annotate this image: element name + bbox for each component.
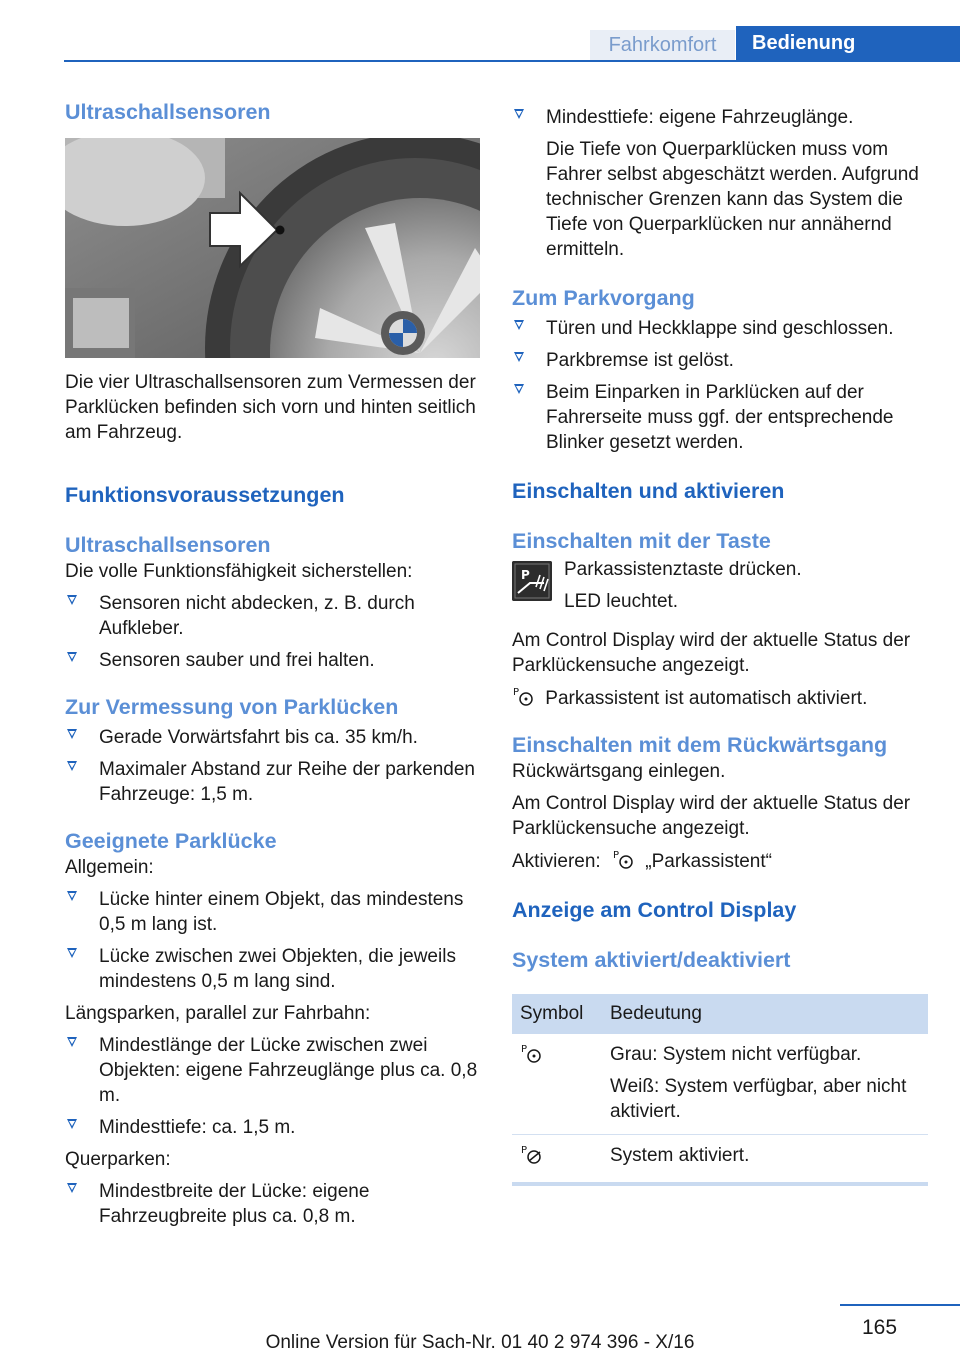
list-mindesttiefe [512,105,928,130]
triangle-down-icon [67,1119,77,1129]
text-status-1: Am Control Display wird der aktuelle Status der Parklückensuche angezeigt. [512,630,911,676]
page-number: 165 [862,1316,898,1339]
triangle-down-icon [67,595,77,605]
list-item: Mindesttiefe: eigene Fahrzeuglänge. [512,105,928,130]
heading-zum-parkvorgang: Zum Parkvorgang [512,286,695,310]
text-querparken: Querparken: [65,1149,171,1170]
page-number-rule [840,1304,960,1306]
text-rueckwaertsgang: Rückwärtsgang einlegen. [512,761,726,782]
text-laengsparken: Längsparken, parallel zur Fahrbahn: [65,1003,371,1024]
park-assist-active-icon [520,1143,546,1165]
triangle-down-icon [67,948,77,958]
table-header-bedeutung: Bedeutung [602,994,928,1034]
header-tab-section: Fahrkomfort [590,30,735,60]
list-parkvorgang [512,316,928,455]
list-allgemein [65,887,480,994]
list-item: Mindesttiefe: ca. 1,5 m. [65,1115,480,1140]
park-assist-symbol-icon [512,685,534,707]
list-sensoren [65,591,480,673]
text-allgemein: Allgemein: [65,857,154,878]
list-item: Sensoren nicht abdecken, z. B. durch Aufkleber. [65,591,480,641]
triangle-down-icon [67,761,77,771]
heading-einschalten-aktivieren: Einschalten und aktivieren [512,479,785,503]
list-item: Beim Einparken in Parklücken auf der Fahrerseite muss ggf. der entsprechende Blinker gesetzt werden. [512,380,928,455]
triangle-down-icon [67,729,77,739]
triangle-down-icon [514,352,524,362]
table-cell-weiss: Weiß: System verfügbar, aber nicht aktiviert. [610,1076,907,1122]
table-cell-grau: Grau: System nicht verfügbar. [610,1044,862,1065]
photo-caption: Die vier Ultraschallsensoren zum Vermessen der Parklücken befinden sich vorn und hinten seitlich am Fahrzeug. [65,372,476,443]
list-item: Lücke zwischen zwei Objekten, die jeweils mindestens 0,5 m lang sind. [65,944,480,994]
table-cell-aktiviert: System aktiviert. [602,1135,928,1185]
triangle-down-icon [514,320,524,330]
triangle-down-icon [514,109,524,119]
heading-ultraschallsensoren: Ultraschallsensoren [65,100,271,124]
triangle-down-icon [67,652,77,662]
svg-text:P: P [513,687,520,698]
triangle-down-icon [67,1183,77,1193]
list-item: Mindestbreite der Lücke: eigene Fahrzeugbreite plus ca. 0,8 m. [65,1179,480,1229]
list-item: Parkbremse ist gelöst. [512,348,928,373]
list-laengsparken [65,1033,480,1140]
heading-einschalten-taste: Einschalten mit der Taste [512,529,771,553]
list-item: Lücke hinter einem Objekt, das mindestens 0,5 m lang ist. [65,887,480,937]
table-row [512,1034,928,1135]
heading-geeignete-parkluecke: Geeignete Parklücke [65,829,277,853]
symbol-table [512,994,928,1186]
park-assist-symbol-icon [612,848,634,870]
svg-text:P: P [612,850,620,861]
page-header [0,0,960,64]
list-item: Gerade Vorwärtsfahrt bis ca. 35 km/h. [65,725,480,750]
heading-ultraschallsensoren-2: Ultraschallsensoren [65,533,271,557]
list-querparken [65,1179,480,1229]
table-header-symbol: Symbol [512,994,602,1034]
triangle-down-icon [67,891,77,901]
triangle-down-icon [67,1037,77,1047]
footer-online-version: Online Version für Sach-Nr. 01 40 2 974 396 - X/16 [265,1332,695,1353]
text-led-leuchtet: LED leuchtet. [564,591,679,612]
text-taste-druecken: Parkassistenztaste drücken. [564,559,802,580]
svg-text:P: P [521,1145,528,1156]
list-item: Türen und Heckklappe sind geschlossen. [512,316,928,341]
left-column [65,98,480,1229]
heading-vermessung: Zur Vermessung von Parklücken [65,695,399,719]
sensor-photo [65,138,480,358]
text-tiefe-querparkluecken: Die Tiefe von Querparklücken muss vom Fahrer selbst abgeschätzt werden. Aufgrund technischer Grenzen kann das System die Tiefe von Querparklücken nur annähernd ermitteln. [546,139,919,260]
table-row [512,1135,928,1185]
text-volle-funktion: Die volle Funktionsfähigkeit sicherstellen: [65,561,413,582]
table-header-row [512,994,928,1034]
text-status-2: Am Control Display wird der aktuelle Status der Parklückensuche angezeigt. [512,793,911,839]
park-assist-button-icon [512,561,552,601]
text-aktivieren: Aktivieren: P „Parkassistent“ [512,850,772,872]
header-tab-chapter: Bedienung [736,26,960,62]
heading-einschalten-rueckwaertsgang: Einschalten mit dem Rückwärtsgang [512,733,888,757]
list-vermessung [65,725,480,807]
list-item: Sensoren sauber und frei halten. [65,648,480,673]
park-assist-symbol-icon [520,1042,542,1064]
heading-anzeige-control-display: Anzeige am Control Display [512,898,797,922]
list-item: Maximaler Abstand zur Reihe der parkenden Fahrzeuge: 1,5 m. [65,757,480,807]
park-assist-button-row [512,557,928,614]
triangle-down-icon [514,384,524,394]
heading-funktionsvoraussetzungen: Funktionsvoraussetzungen [65,483,345,507]
svg-text:P: P [521,568,530,582]
list-item: Mindestlänge der Lücke zwischen zwei Objekten: eigene Fahrzeuglänge plus ca. 0,8 m. [65,1033,480,1108]
heading-system-aktiviert: System aktiviert/deaktiviert [512,948,791,972]
right-column [512,105,928,1186]
text-automatisch-aktiviert: P Parkassistent ist automatisch aktiviert. [513,687,868,709]
header-rule [64,60,960,62]
svg-text:P: P [521,1044,528,1055]
